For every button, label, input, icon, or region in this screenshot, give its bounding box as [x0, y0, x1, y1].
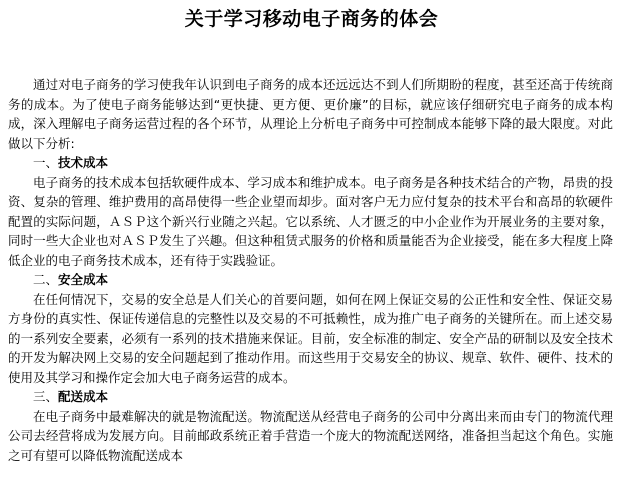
- section-heading-text: 安全成本: [58, 272, 109, 287]
- section-number: 三、: [33, 389, 59, 404]
- document-title: 关于学习移动电子商务的体会: [184, 8, 439, 30]
- section-heading-delivery-cost: [8, 387, 613, 407]
- intro-paragraph: 通过对电子商务的学习使我年认识到电子商务的成本还远远达不到人们所期盼的程度，甚至还高于传统商务的成本。为了使电子商务能够达到“更快捷、更方便、更价廉”的目标，就应该仔细研究电子商务的成本构成，深入理解电子商务运营过程的各个环节，从理论上分析电子商务中可控制成本能够下降的最大限度。对此做以下分析:: [8, 77, 613, 151]
- section-number: 二、: [33, 272, 59, 287]
- section-paragraph-delivery-cost: 在电子商务中最难解决的就是物流配送。物流配送从经营电子商务的公司中分离出来而由专门的物流代理公司去经营将成为发展方向。目前邮政系统正着手营造一个庞大的物流配送网络，准备担当起这个角色。实施之可有望可以降低物流配送成本: [8, 408, 613, 463]
- section-number: 一、: [33, 155, 59, 170]
- section-heading-text: 技术成本: [58, 155, 109, 170]
- section-heading-security-cost: [8, 270, 613, 290]
- section-heading-text: 配送成本: [58, 389, 109, 404]
- section-paragraph-tech-cost: 电子商务的技术成本包括软硬件成本、学习成本和维护成本。电子商务是各种技术结合的产物，昂贵的投资、复杂的管理、维护费用的高昂使得一些企业望而却步。面对客户无力应付复杂的技术平台和高昂的软硬件配置的实际问题，ＡＳＰ这个新兴行业随之兴起。它以系统、人才匮乏的中小企业作为开展业务的主要对象，同时一些大企业也对ＡＳＰ发生了兴趣。但这种租赁式服务的价格和质量能否为企业接受，能在多大程度上降低企业的电子商务技术成本，还有待于实践验证。: [8, 174, 613, 268]
- section-paragraph-security-cost: 在任何情况下，交易的安全总是人们关心的首要问题，如何在网上保证交易的公正性和安全性、保证交易方身份的真实性、保证传递信息的完整性以及交易的不可抵赖性，成为推广电子商务的关键所在。而上述交易的一系列安全要素，必须有一系列的技术措施来保证。目前，安全标准的制定、安全产品的研制以及安全技术的开发为解决网上交易的安全问题起到了推动作用。而这些用于交易安全的协议、规章、软件、硬件、技术的使用及其学习和操作定会加大电子商务运营的成本。: [8, 291, 613, 385]
- document-body: [8, 75, 613, 465]
- section-heading-tech-cost: [8, 153, 613, 173]
